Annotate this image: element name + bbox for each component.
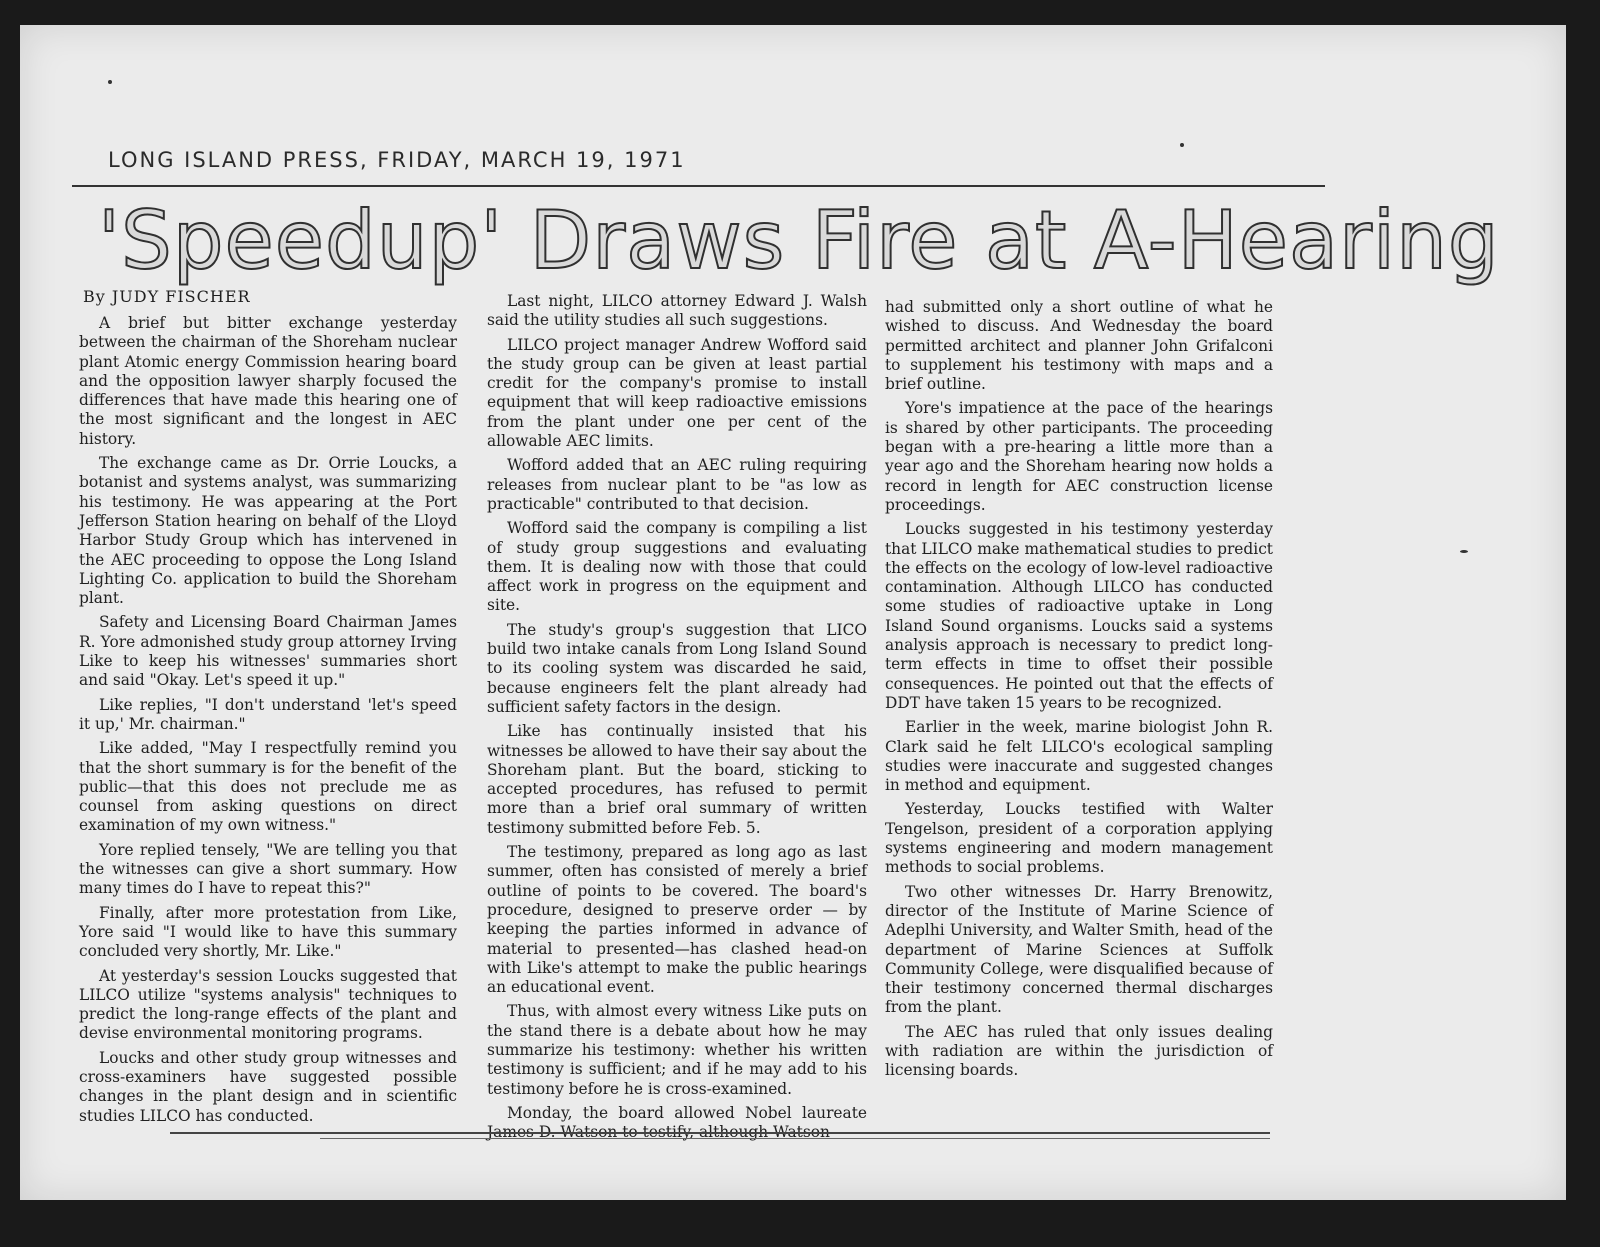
paragraph: Like added, "May I respectfully remind you that the short summary is for the benefit of the public—that this does not preclude me as counsel from asking questions on direct examination of my own witness." <box>79 739 457 835</box>
paragraph: LILCO project manager Andrew Wofford said the study group can be given at least partial credit for the company's promise to install equipment that will keep radioactive emissions from the plant under one per cent of the allowable AEC limits. <box>487 335 867 451</box>
paragraph: Safety and Licensing Board Chairman James R. Yore admonished study group attorney Irving Like to keep his witnesses' summaries short and said "Okay. Let's speed it up." <box>79 613 457 690</box>
print-speck <box>108 80 112 84</box>
paragraph: Last night, LILCO attorney Edward J. Walsh said the utility studies all such suggestions. <box>487 292 867 330</box>
column-3 <box>885 298 1273 1086</box>
newspaper-clipping <box>20 25 1566 1200</box>
paragraph: At yesterday's session Loucks suggested that LILCO utilize "systems analysis" techniques to predict the long-range effects of the plant and devise environmental monitoring programs. <box>79 966 457 1043</box>
paragraph: Yesterday, Loucks testified with Walter Tengelson, president of a corporation applying systems engineering and modern management methods to social problems. <box>885 800 1273 877</box>
paragraph: Two other witnesses Dr. Harry Brenowitz, director of the Institute of Marine Science of Adeplhi University, and Walter Smith, head of the department of Marine Sciences at Suffolk Community College, were disqualified because of their testimony concerned thermal discharges from the plant. <box>885 882 1273 1017</box>
paragraph: Earlier in the week, marine biologist John R. Clark said he felt LILCO's ecological sampling studies were inaccurate and suggested changes in method and equipment. <box>885 718 1273 795</box>
column-1 <box>79 314 457 1131</box>
paragraph: Yore's impatience at the pace of the hearings is shared by other participants. The proceeding began with a pre-hearing a little more than a year ago and the Shoreham hearing now holds a record in length for AEC construction license proceedings. <box>885 399 1273 514</box>
byline: By JUDY FISCHER <box>83 287 251 306</box>
paragraph-continued: had submitted only a short outline of what he wished to discuss. And Wednesday the board permitted architect and planner John Grifalconi to supplement his testimony with maps and a brief outline. <box>885 298 1273 394</box>
print-speck <box>1180 143 1184 147</box>
bottom-rule-thin <box>320 1138 1270 1139</box>
paragraph: Finally, after more protestation from Like, Yore said "I would like to have this summary concluded very shortly, Mr. Like." <box>79 903 457 961</box>
top-rule <box>72 185 1325 187</box>
paragraph: Wofford added that an AEC ruling requiring releases from nuclear plant to be "as low as practicable" contributed to that decision. <box>487 456 867 513</box>
paragraph: The testimony, prepared as long ago as last summer, often has consisted of merely a brief outline of points to be covered. The board's procedure, designed to preserve order — by keeping the parties informed in advance of material to presented—has clashed head-on with Like's attempt to make the public hearings an educational event. <box>487 843 867 997</box>
dateline: LONG ISLAND PRESS, FRIDAY, MARCH 19, 1971 <box>108 148 686 172</box>
paragraph: The study's group's suggestion that LICO build two intake canals from Long Island Sound to its cooling system was discarded he said, because engineers felt the plant already had sufficient safety factors in the design. <box>487 620 867 716</box>
paragraph: The AEC has ruled that only issues dealing with radiation are within the jurisdiction of licensing boards. <box>885 1022 1273 1080</box>
column-2 <box>487 292 867 1147</box>
paragraph: Monday, the board allowed Nobel laureate James D. Watson to testify, although Watson <box>487 1103 867 1142</box>
paragraph: The exchange came as Dr. Orrie Loucks, a botanist and systems analyst, was summarizing his testimony. He was appearing at the Port Jefferson Station hearing on behalf of the Lloyd Harbor Study Group which has intervened in the AEC proceeding to oppose the Long Island Lighting Co. application to build the Shoreham plant. <box>79 454 457 608</box>
print-speck <box>1460 550 1468 553</box>
paragraph: Loucks and other study group witnesses and cross-examiners have suggested possible changes in the plant design and in scientific studies LILCO has conducted. <box>79 1048 457 1125</box>
paragraph: Like has continually insisted that his witnesses be allowed to have their say about the Shoreham plant. But the board, sticking to accepted procedures, has refused to permit more than a brief oral summary of written testimony submitted before Feb. 5. <box>487 722 867 837</box>
paragraph: Loucks suggested in his testimony yesterday that LILCO make mathematical studies to predict the effects on the ecology of low-level radioactive contamination. Although LILCO has conducted some studies of radioactive uptake in Long Island Sound organisms. Loucks said a systems analysis approach is necessary to predict long-term effects in time to offset their possible consequences. He pointed out that the effects of DDT have taken 15 years to be recognized. <box>885 520 1273 712</box>
headline: 'Speedup' Draws Fire at A-Hearing <box>98 194 1500 287</box>
paragraph: Yore replied tensely, "We are telling you that the witnesses can give a short summary. How many times do I have to repeat this?" <box>79 840 457 898</box>
paragraph: Wofford said the company is compiling a list of study group suggestions and evaluating them. It is dealing now with those that could affect work in progress on the equipment and site. <box>487 519 867 615</box>
paragraph: Thus, with almost every witness Like puts on the stand there is a debate about how he may summarize his testimony: whether his written testimony is sufficient; and if he may add to his testimony before he is cross-examined. <box>487 1002 867 1098</box>
paragraph: A brief but bitter exchange yesterday between the chairman of the Shoreham nuclear plant Atomic energy Commission hearing board and the opposition lawyer sharply focused the differences that have made this hearing one of the most significant and the longest in AEC history. <box>79 314 457 448</box>
bottom-rule <box>170 1132 1270 1134</box>
paragraph: Like replies, "I don't understand 'let's speed it up,' Mr. chairman." <box>79 695 457 733</box>
